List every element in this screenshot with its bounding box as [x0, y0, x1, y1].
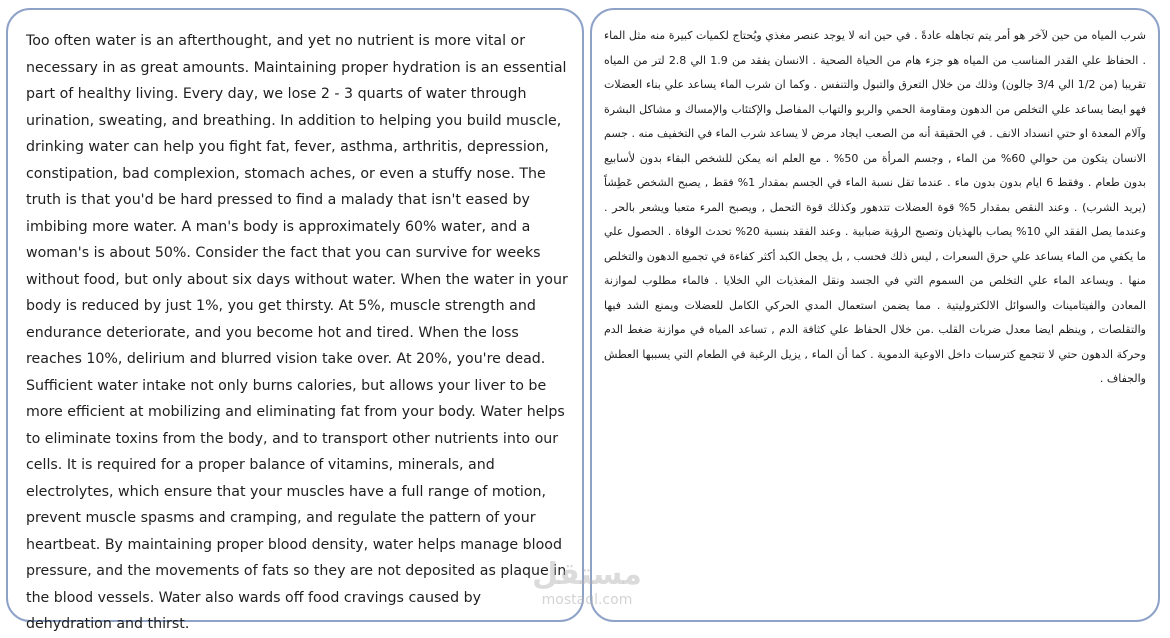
- watermark-url: mostaql.com: [541, 592, 633, 608]
- arabic-text-panel: [590, 8, 1160, 622]
- watermark-logo: مستقل: [532, 557, 642, 592]
- english-text-panel: [6, 8, 584, 632]
- english-paragraph: Too often water is an afterthought, and yet no nutrient is more vital or necessary in as great amounts. Maintaining proper hydration is an essential part of healthy living. Every day, we lose 2 - 3 quarts of water through urination, sweating, and breathing. In addition to helping you build muscle, drinking water can help you fight fat, fever, asthma, arthritis, depression, constipation, bad complexion, stomach aches, or even a stuffy nose. The truth is that you'd be hard pressed to find a malady that isn't eased by imbibing more water. A man's body is approximately 60% water, and a woman's is about 50%. Consider the fact that you can survive for weeks without food, but only about six days without water. When the water in your body is reduced by just 1%, you get thirsty. At 5%, muscle strength and endurance deteriorate, and you become hot and tired. When the loss reaches 10%, delirium and blurred vision take over. At 20%, you're dead. Sufficient water intake not only burns calories, but allows your liver to be more efficient at mobilizing and eliminating fat from your body. Water helps to eliminate toxins from the body, and to transport other nutrients into our cells. It is required for a proper balance of vitamins, minerals, and electrolytes, which ensure that your muscles have a full range of motion, prevent muscle spasms and cramping, and regulate the pattern of your heartbeat. By maintaining proper blood density, water helps manage blood pressure, and the movements of fats so they are not deposited as plaque in the blood vessels. Water also wards off food cravings caused by dehydration and thirst.: [26, 33, 568, 632]
- arabic-paragraph: شرب المياه من حين لآخر هو أمر يتم تجاهله عادةً . في حين انه لا يوجد عنصر مغذي ويُحتاج لكميات كبيرة منه مثل الماء . الحفاظ علي القدر المناسب من المياه هو جزء هام من الحياة الصحية . الانسان يفقد من 1.9 الي 2.8 لتر من المياه تقريبا (من 1/2 الي 3/4 جالون) وذلك من خلال التعرق والتبول والتنفس . وكما ان شرب الماء يساعد علي بناء العضلات فهو ايضا يساعد علي التخلص من الدهون ومقاومة الحمي والربو والتهاب المفاصل والإكتئاب والإمساك و مشاكل البشرة وآلام المعدة او حتي انسداد الانف . في الحقيقة أنه من الصعب ايجاد مرض لا يساعد شرب الماء في التخفيف منه . جسم الانسان يتكون من حوالي 60% من الماء , وجسم المرأة من 50% . مع العلم انه يمكن للشخص البقاء بدون لأسابيع بدون طعام . وفقط 6 ايام بدون بدون ماء . عندما تقل نسبة الماء في الجسم بمقدار 1% فقط , يصبح الشخص عَطِشاً (يريد الشرب) . وعند النقص بمقدار 5% قوة العضلات تتدهور وكذلك قوة التحمل , ويصبح المرء متعبا ويشعر بالحر . وعندما يصل الفقد الي 10% يصاب بالهذيان وتصبح الرؤية ضبابية . وعند الفقد بنسبة 20% تحدث الوفاة . الحصول علي ما يكفي من الماء يساعد علي حرق السعرات , ليس ذلك فحسب , بل يجعل الكبد أكثر كفاءة في تجميع الدهون والتخلص منها . ويساعد الماء علي التخلص من السموم التي في الجسد ونقل المغذيات الي الخلايا . فالماء مطلوب لموازنة المعادن والفيتامينات والسوائل الالكتروليتية . مما يضمن استعمال المدي الحركي الكامل للعضلات ويمنع الشد فيها والتقلصات , وينظم ايضا معدل ضربات القلب .من خلال الحفاظ علي كثافة الدم , تساعد المياه في موازنة ضغط الدم وحركة الدهون حتي لا تتجمع كترسبات داخل الاوعية الدموية . كما أن الماء , يزيل الرغبة في الطعام التي يسببها العطش والجفاف .: [604, 29, 1146, 385]
